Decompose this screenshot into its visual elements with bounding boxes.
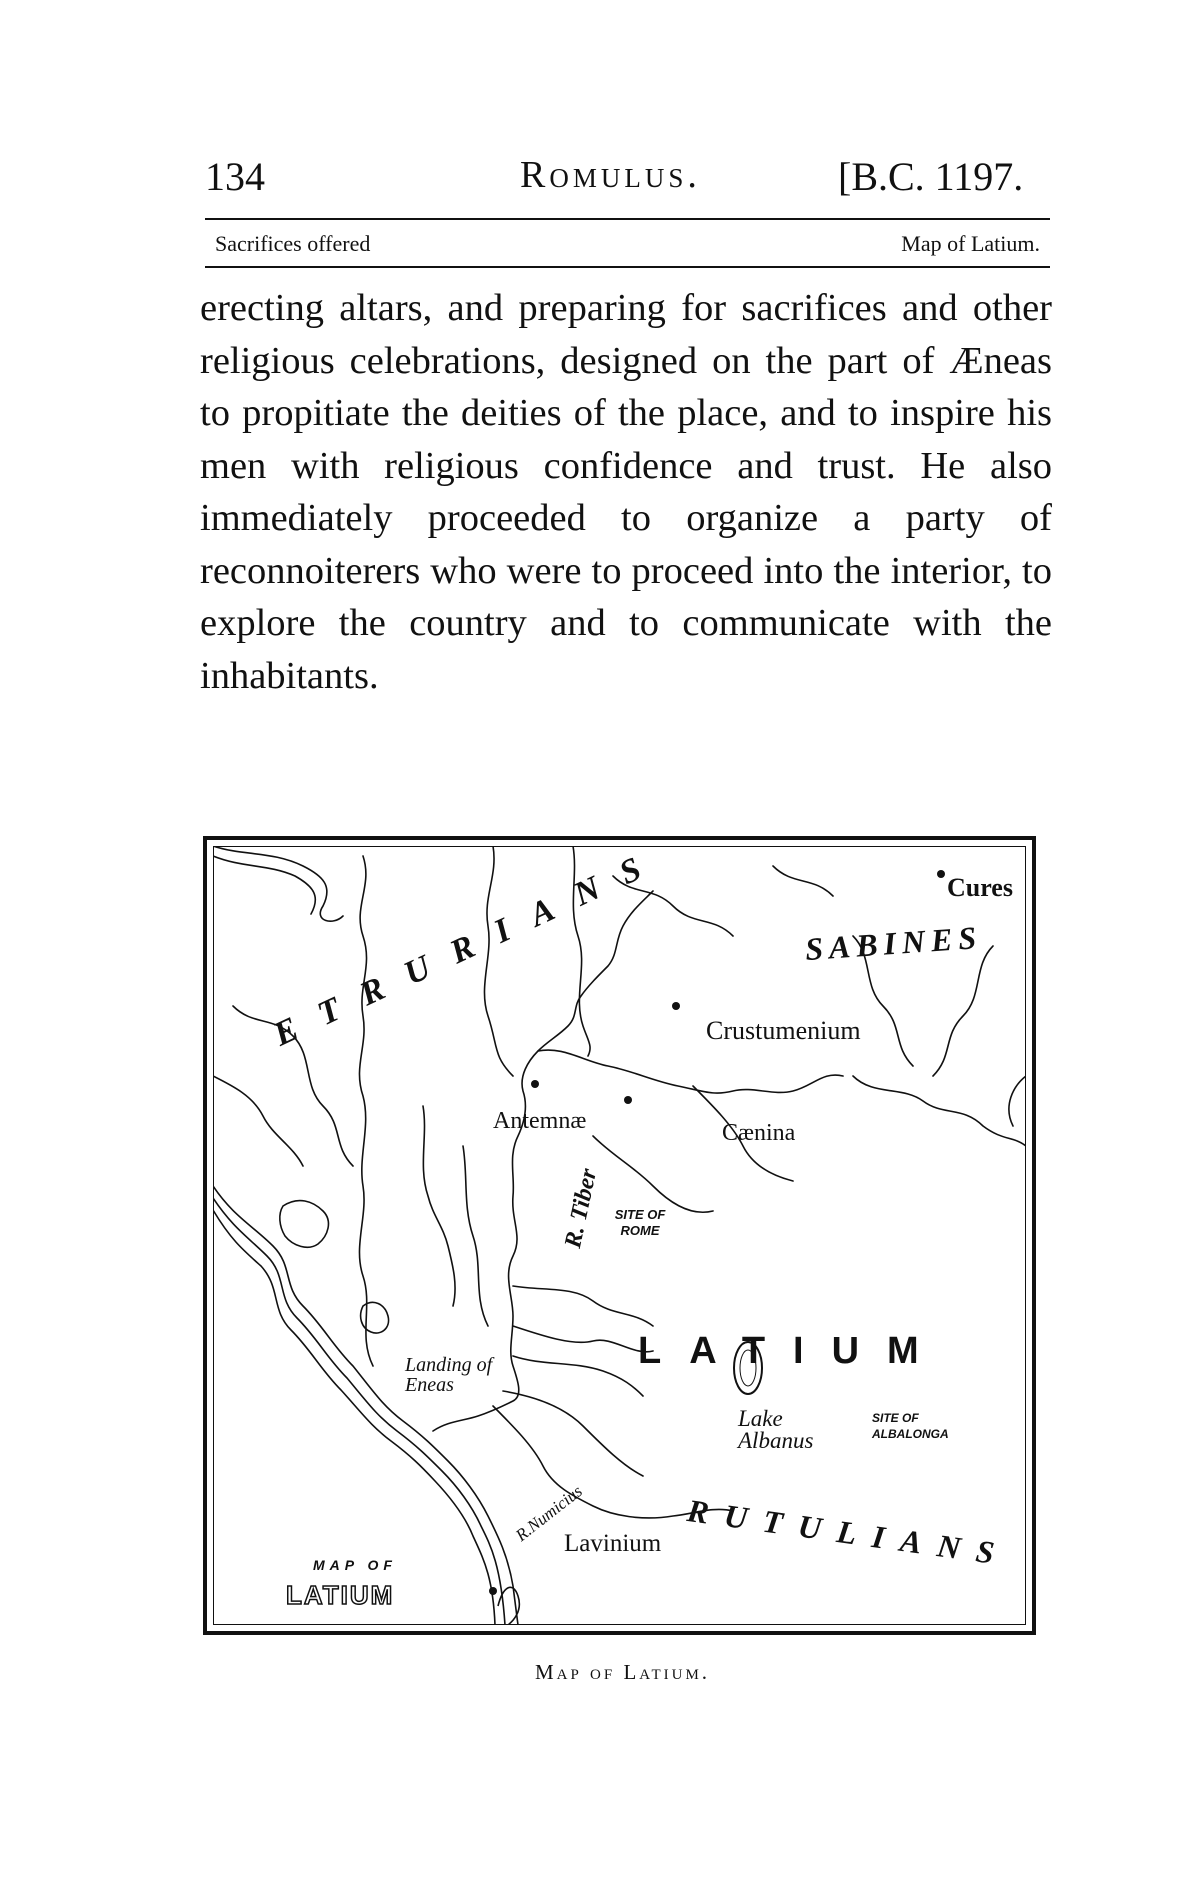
label-map-of: MAP OF [313, 1557, 397, 1573]
label-sabines: SABINES [803, 918, 984, 968]
running-title-text: Romulus. [520, 154, 701, 196]
label-lavinium: Lavinium [564, 1530, 662, 1557]
body-paragraph: erecting altars, and preparing for sacrifices and other religious celebrations, designed on the part of Æneas to propitiate the deities of the place, and to inspire his men with religious confidence and trust. He also immediately proceeded to organize a party of reconnoiterers who were to proceed into the interior, to explore the country and to communicate with the inhabitants. [200, 287, 1052, 697]
label-caenina: Cænina [722, 1120, 796, 1146]
label-landing-of-eneas: Landing of Eneas [405, 1354, 493, 1396]
label-crustumenium: Crustumenium [706, 1016, 861, 1045]
label-cures: Cures [947, 873, 1013, 902]
river-tiber [433, 891, 653, 1431]
label-site-of-albalonga: SITE OF ALBALONGA [872, 1411, 949, 1441]
running-title [520, 153, 701, 197]
antemnae-dot [531, 1080, 539, 1088]
label-site-of-rome: SITE OF ROME [614, 1207, 666, 1238]
page-number: 134 [205, 154, 265, 199]
date-heading: [B.C. 1197. [838, 154, 1024, 199]
label-map-title: LATIUM [286, 1580, 395, 1610]
header-rule-bottom [205, 266, 1050, 268]
label-etrurians: ETRURIANS [268, 839, 671, 1054]
side-note-right: Map of Latium. [901, 231, 1040, 256]
cures-dot [937, 870, 945, 878]
river-anio [538, 1050, 843, 1093]
lavinium-dot [489, 1587, 497, 1595]
side-note-left: Sacrifices offered [215, 231, 371, 256]
header-rule-top [205, 218, 1050, 220]
figure-caption: Map of Latium. [534, 1660, 711, 1684]
caenina-dot [624, 1096, 632, 1104]
label-r-numicius: R.Numicius [512, 1481, 586, 1545]
marsh-lake [280, 1201, 329, 1248]
crustumenium-dot [672, 1002, 680, 1010]
label-rutulians: RUTULIANS [684, 1492, 1013, 1573]
north-coast [213, 846, 343, 921]
label-latium: LATIUM [638, 1330, 947, 1372]
label-lake-albanus: Lake Albanus [738, 1406, 814, 1453]
label-r-tiber: R. Tiber [560, 1166, 603, 1251]
label-antemnae: Antemnæ [493, 1108, 587, 1134]
